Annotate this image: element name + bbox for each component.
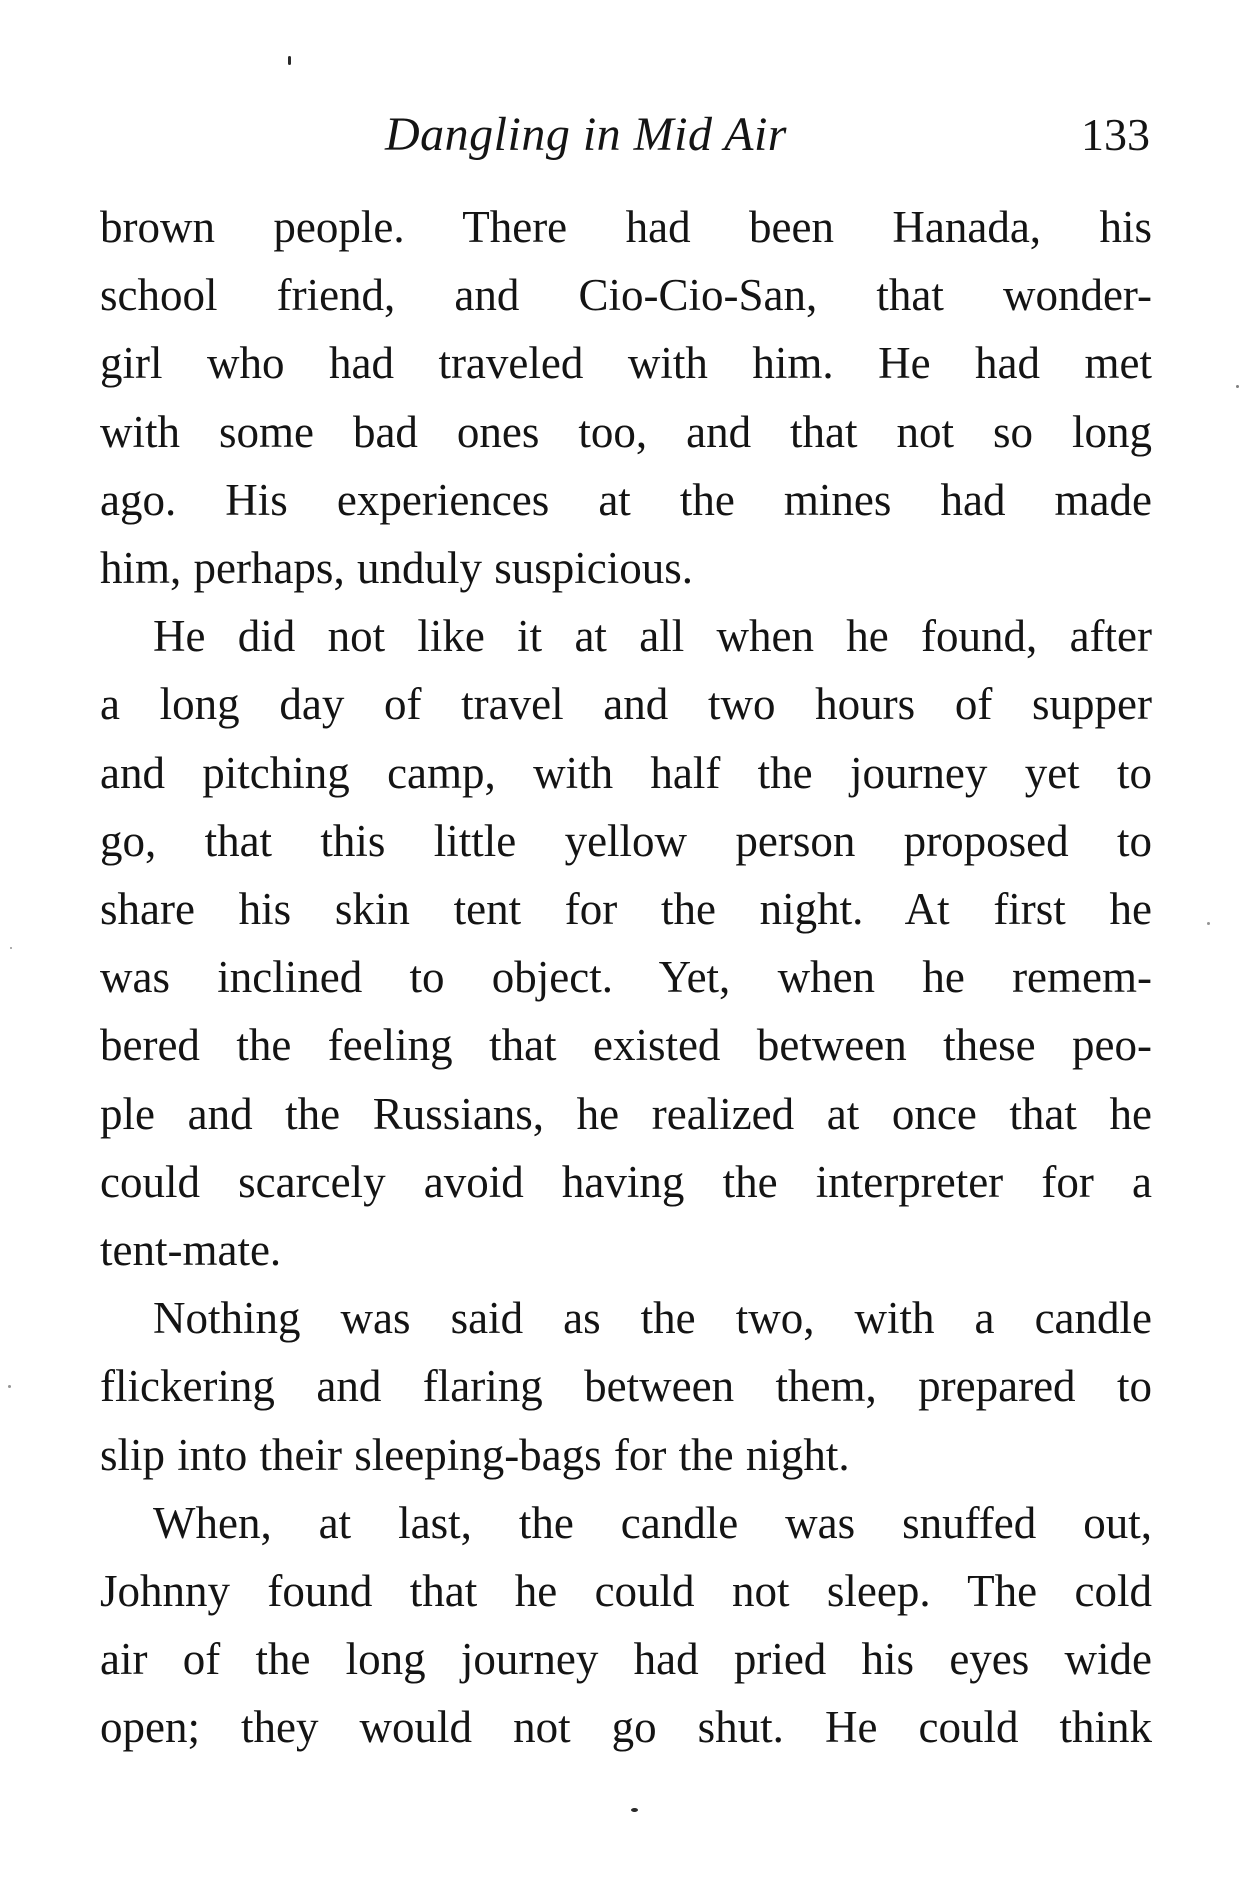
running-title: Dangling in Mid Air	[385, 108, 787, 161]
text-line: bered the feeling that existed between these peo-	[100, 1020, 1152, 1071]
ink-speck	[631, 1808, 638, 1812]
text-line: him, perhaps, unduly suspicious.	[100, 543, 693, 594]
page-number: 133	[1081, 109, 1150, 160]
text-line: air of the long journey had pried his eyes wide	[100, 1634, 1152, 1685]
text-line: ago. His experiences at the mines had made	[100, 474, 1152, 525]
text-line: a long day of travel and two hours of supper	[100, 679, 1152, 730]
text-line: share his skin tent for the night. At first he	[100, 884, 1152, 935]
paragraph	[100, 1284, 1152, 1489]
text-line: open; they would not go shut. He could think	[100, 1702, 1152, 1753]
text-line: tent-mate.	[100, 1225, 282, 1276]
ink-speck	[288, 56, 291, 65]
text-line: could scarcely avoid having the interpreter for a	[100, 1156, 1152, 1207]
text-line: and pitching camp, with half the journey yet to	[100, 747, 1152, 798]
text-line: Nothing was said as the two, with a candle	[153, 1293, 1152, 1344]
text-line: brown people. There had been Hanada, his	[100, 202, 1152, 252]
text-line: ple and the Russians, he realized at once that he	[100, 1088, 1152, 1139]
text-line: go, that this little yellow person proposed to	[100, 815, 1152, 866]
text-line: He did not like it at all when he found, after	[153, 611, 1152, 662]
text-line: with some bad ones too, and that not so long	[100, 406, 1152, 457]
body-text	[100, 193, 1152, 1762]
ink-speck	[1236, 385, 1239, 388]
text-line: slip into their sleeping-bags for the night.	[100, 1429, 850, 1480]
text-line: Johnny found that he could not sleep. The cold	[100, 1566, 1152, 1617]
ink-speck	[10, 947, 12, 949]
page-header	[0, 100, 1245, 170]
text-line: school friend, and Cio-Cio-San, that wonder-	[100, 270, 1152, 321]
text-line: girl who had traveled with him. He had met	[100, 338, 1152, 389]
paragraph	[100, 602, 1152, 1284]
text-line: was inclined to object. Yet, when he remem-	[100, 952, 1152, 1003]
text-line: When, at last, the candle was snuffed out,	[153, 1497, 1152, 1548]
text-line: flickering and flaring between them, prepared to	[100, 1361, 1152, 1412]
ink-speck	[1207, 922, 1210, 925]
ink-speck	[8, 1385, 11, 1388]
paragraph	[100, 1489, 1152, 1762]
paragraph	[100, 193, 1152, 602]
